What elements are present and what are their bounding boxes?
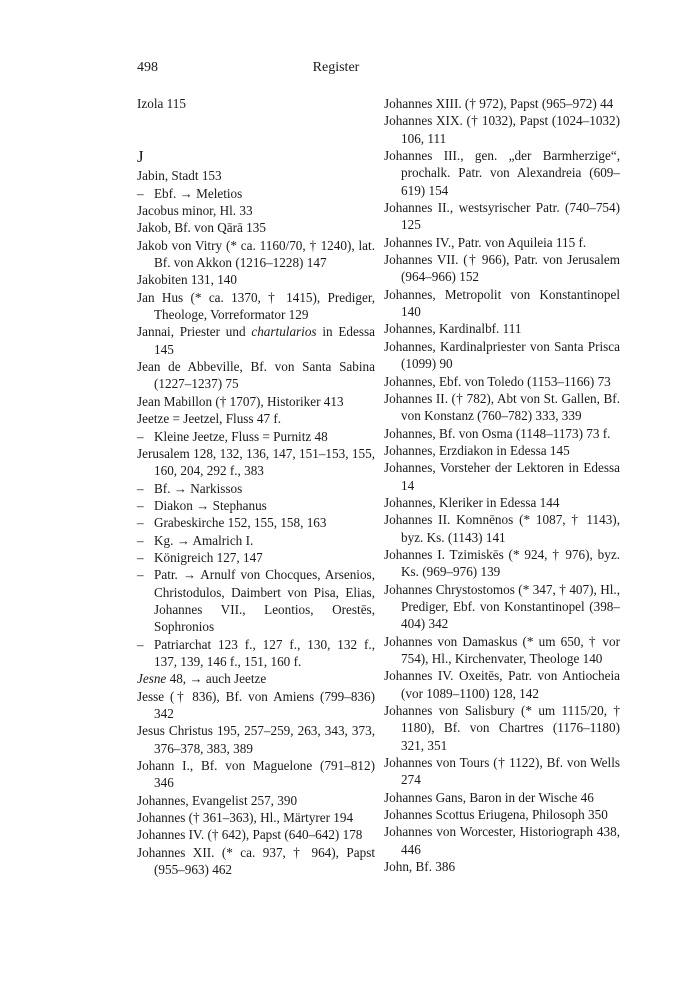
- index-entry: Johannes, Evangelist 257, 390: [137, 792, 298, 808]
- index-entry: Johannes IV. Oxeitēs, Patr. von Antiocheia (vor 1089–1100) 128, 142: [384, 668, 620, 701]
- index-entry: [137, 323, 375, 358]
- entry-italic-term: chartularios: [251, 324, 317, 340]
- index-column-right: [384, 95, 620, 875]
- index-entry: Johannes, Kleriker in Edessa 144: [384, 494, 560, 510]
- subentry-dash: –: [137, 567, 144, 583]
- index-entry: [137, 670, 375, 687]
- entry-text: Königreich 127, 147: [154, 549, 263, 565]
- index-entry: Johannes II., westsyrischer Patr. (740–754) 125: [384, 200, 620, 233]
- index-subentry: [137, 532, 375, 549]
- index-entry: Johannes Gans, Baron in der Wische 46: [384, 789, 594, 805]
- index-subentry: [137, 497, 375, 514]
- index-subentry: [137, 636, 375, 671]
- entry-text: Patr. → Arnulf von Chocques, Arsenios, Christodulos, Daimbert von Pisa, Elias, Johannes VII., Leontios, Orestēs, Sophronios: [154, 567, 375, 635]
- index-entry: John, Bf. 386: [384, 859, 456, 875]
- subentry-dash: –: [137, 480, 144, 496]
- index-subentry: [137, 514, 375, 531]
- index-subentry: [137, 549, 375, 566]
- index-entry: Johannes von Salisbury (* um 1115/20, † 1180), Bf. von Chartres (1176–1180) 321, 351: [384, 703, 620, 753]
- index-entry: Jan Hus (* ca. 1370, † 1415), Prediger, Theologe, Vorreformator 129: [137, 289, 375, 323]
- index-entry: Johannes III., gen. „der Barmherzige“, prochalk. Patr. von Alexandreia (609–619) 154: [384, 148, 620, 198]
- entry-text: Patriarchat 123 f., 127 f., 130, 132 f., 137, 139, 146 f., 151, 160 f.: [154, 636, 375, 669]
- entry-text: Bf. → Narkissos: [154, 480, 243, 496]
- index-entries-left: [137, 167, 375, 878]
- page-header: [137, 60, 535, 80]
- subentry-dash: –: [137, 636, 144, 652]
- index-column-left: [137, 95, 375, 878]
- index-entry: Johannes IV. († 642), Papst (640–642) 178: [137, 827, 363, 843]
- index-entry: Jeetze = Jeetzel, Fluss 47 f.: [137, 411, 282, 427]
- entry-text: Grabeskirche 152, 155, 158, 163: [154, 515, 327, 531]
- index-entry: Jesus Christus 195, 257–259, 263, 343, 373, 376–378, 383, 389: [137, 723, 375, 756]
- index-entry: Johannes von Damaskus (* um 650, † vor 754), Hl., Kirchenvater, Theologe 140: [384, 633, 620, 666]
- index-entry: Johannes VII. († 966), Patr. von Jerusalem (964–966) 152: [384, 252, 620, 285]
- entry-text: 48, → auch Jeetze: [166, 671, 267, 687]
- index-entry: Johannes I. Tzimiskēs (* 924, † 976), byz. Ks. (969–976) 139: [384, 546, 620, 580]
- index-entry: Jabin, Stadt 153: [137, 168, 222, 184]
- index-entry: Johannes Scottus Eriugena, Philosoph 350: [384, 807, 608, 823]
- index-entry: Johannes, Erzdiakon in Edessa 145: [384, 442, 570, 458]
- subentry-dash: –: [137, 497, 144, 513]
- index-entry: Jean de Abbeville, Bf. von Santa Sabina (1227–1237) 75: [137, 359, 375, 392]
- index-entry: Johannes, Vorsteher der Lektoren in Edessa 14: [384, 460, 620, 493]
- index-entry: Johannes, Kardinalpriester von Santa Prisca (1099) 90: [384, 338, 620, 372]
- index-entry: Johann I., Bf. von Maguelone (791–812) 346: [137, 758, 375, 791]
- index-entry: Johannes Chrystostomos (* 347, † 407), Hl., Prediger, Ebf. von Konstantinopel (398–404) 342: [384, 581, 620, 632]
- subentry-dash: –: [137, 532, 144, 548]
- index-entry: Jakob, Bf. von Qārā 135: [137, 220, 266, 236]
- subentry-dash: –: [137, 428, 144, 444]
- subentry-dash: –: [137, 549, 144, 565]
- index-entry: Johannes XII. (* ca. 937, † 964), Papst (955–963) 462: [137, 844, 375, 878]
- section-letter: J: [137, 147, 144, 167]
- index-entry: Johannes XIX. († 1032), Papst (1024–1032) 106, 111: [384, 113, 620, 146]
- running-head: Register: [312, 60, 360, 75]
- index-subentry: [137, 185, 375, 202]
- entry-text: Diakon → Stephanus: [154, 497, 267, 513]
- index-entry: Johannes, Kardinalbf. 111: [384, 321, 522, 337]
- index-entry: Johannes, Metropolit von Konstantinopel 140: [384, 286, 620, 320]
- index-entry: Johannes XIII. († 972), Papst (965–972) 44: [384, 96, 614, 111]
- index-entry: Johannes von Tours († 1122), Bf. von Wells 274: [384, 755, 620, 788]
- entry-text: Ebf. → Meletios: [154, 185, 243, 201]
- index-entry: Jakob von Vitry (* ca. 1160/70, † 1240), lat. Bf. von Akkon (1216–1228) 147: [137, 237, 375, 271]
- index-entry: Johannes, Ebf. von Toledo (1153–1166) 73: [384, 373, 611, 389]
- index-entry: Johannes, Bf. von Osma (1148–1173) 73 f.: [384, 425, 611, 441]
- index-entry: Johannes II. Komnēnos (* 1087, † 1143), byz. Ks. (1143) 141: [384, 512, 620, 545]
- index-entry: Johannes von Worcester, Historiograph 438, 446: [384, 824, 620, 857]
- index-subentry: [137, 428, 375, 445]
- index-entry: Johannes († 361–363), Hl., Märtyrer 194: [137, 810, 354, 826]
- entry-text: Kleine Jeetze, Fluss = Purnitz 48: [154, 428, 328, 444]
- entry-italic-term: Jesne: [137, 671, 167, 687]
- subentry-dash: –: [137, 185, 144, 201]
- entry-text: Kg. → Amalrich I.: [154, 532, 254, 548]
- index-entries-before: [137, 95, 375, 112]
- index-subentry: [137, 566, 375, 635]
- index-entry: Jesse († 836), Bf. von Amiens (799–836) 342: [137, 688, 375, 721]
- entry-text: Jannai, Priester und: [137, 324, 252, 340]
- index-entry: Jerusalem 128, 132, 136, 147, 151–153, 155, 160, 204, 292 f., 383: [137, 445, 375, 479]
- index-entry: Jacobus minor, Hl. 33: [137, 203, 253, 219]
- index-entry: Johannes IV., Patr. von Aquileia 115 f.: [384, 234, 587, 250]
- page-number: 498: [137, 60, 158, 75]
- index-entry: Jean Mabillon († 1707), Historiker 413: [137, 393, 344, 409]
- index-entry: Jakobiten 131, 140: [137, 272, 237, 288]
- entry-text: in Edessa 145: [154, 324, 375, 357]
- index-subentry: [137, 480, 375, 497]
- index-entries-right: [384, 95, 620, 875]
- index-entry: Johannes II. († 782), Abt von St. Gallen, Bf. von Konstanz (760–782) 333, 339: [384, 390, 620, 424]
- index-entry: Izola 115: [137, 96, 186, 111]
- subentry-dash: –: [137, 515, 144, 531]
